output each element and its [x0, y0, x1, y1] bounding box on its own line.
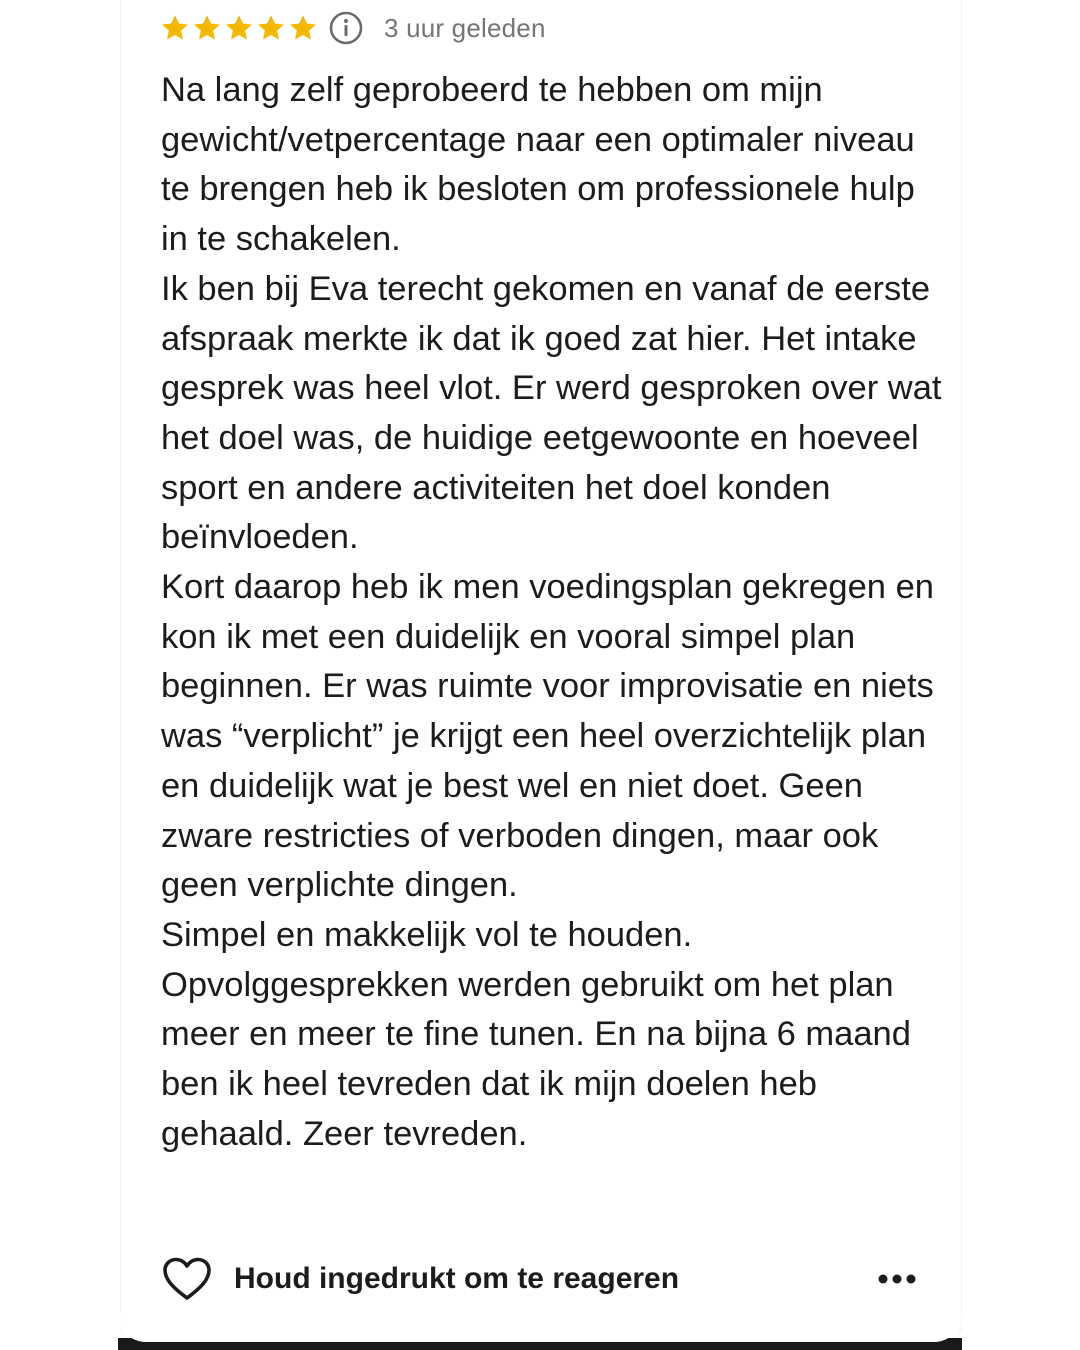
star-icon: [256, 13, 286, 43]
info-icon[interactable]: [328, 10, 364, 46]
card-bottom-cap: [118, 1314, 962, 1342]
review-paragraph: Simpel en makkelijk vol te houden.: [161, 915, 693, 954]
review-text: [161, 66, 951, 1159]
more-options-button[interactable]: [872, 1259, 922, 1299]
star-icon: [288, 13, 318, 43]
review-paragraph: Na lang zelf geprobeerd te hebben om mijn gewicht/vetpercentage naar een optimaler niveau te brengen heb ik besloten om professionele hulp in te schakelen.: [161, 71, 915, 259]
review-timestamp: 3 uur geleden: [384, 12, 546, 43]
react-hint-label[interactable]: Houd ingedrukt om te reageren: [234, 1262, 680, 1295]
star-icon: [160, 13, 190, 43]
more-icon: [877, 1273, 917, 1285]
star-icon: [224, 13, 254, 43]
review-paragraph: Kort daarop heb ik men voedingsplan gekregen en kon ik met een duidelijk en vooral simpel plan beginnen. Er was ruimte voor improvisatie en niets was “verplicht” je krijgt een heel overzichtelijk plan en duidelijk wat je best wel en niet doet. Geen zware restricties of verboden dingen, maar ook geen verplichte dingen.: [161, 568, 934, 905]
review-footer: [162, 1254, 922, 1304]
rating-row: [160, 8, 546, 48]
review-paragraph: Opvolggesprekken werden gebruikt om het plan meer en meer te fine tunen. En na bijna 6 maand ben ik heel tevreden dat ik mijn doelen heb gehaald. Zeer tevreden.: [161, 965, 911, 1153]
heart-icon[interactable]: [162, 1256, 212, 1302]
star-rating: [160, 13, 318, 43]
review-paragraph: Ik ben bij Eva terecht gekomen en vanaf de eerste afspraak merkte ik dat ik goed zat hier. Het intake gesprek was heel vlot. Er werd gesproken over wat het doel was, de huidige eetgewoonte en hoeveel sport en andere activiteiten het doel konden beïnvloeden.: [161, 269, 942, 557]
star-icon: [192, 13, 222, 43]
